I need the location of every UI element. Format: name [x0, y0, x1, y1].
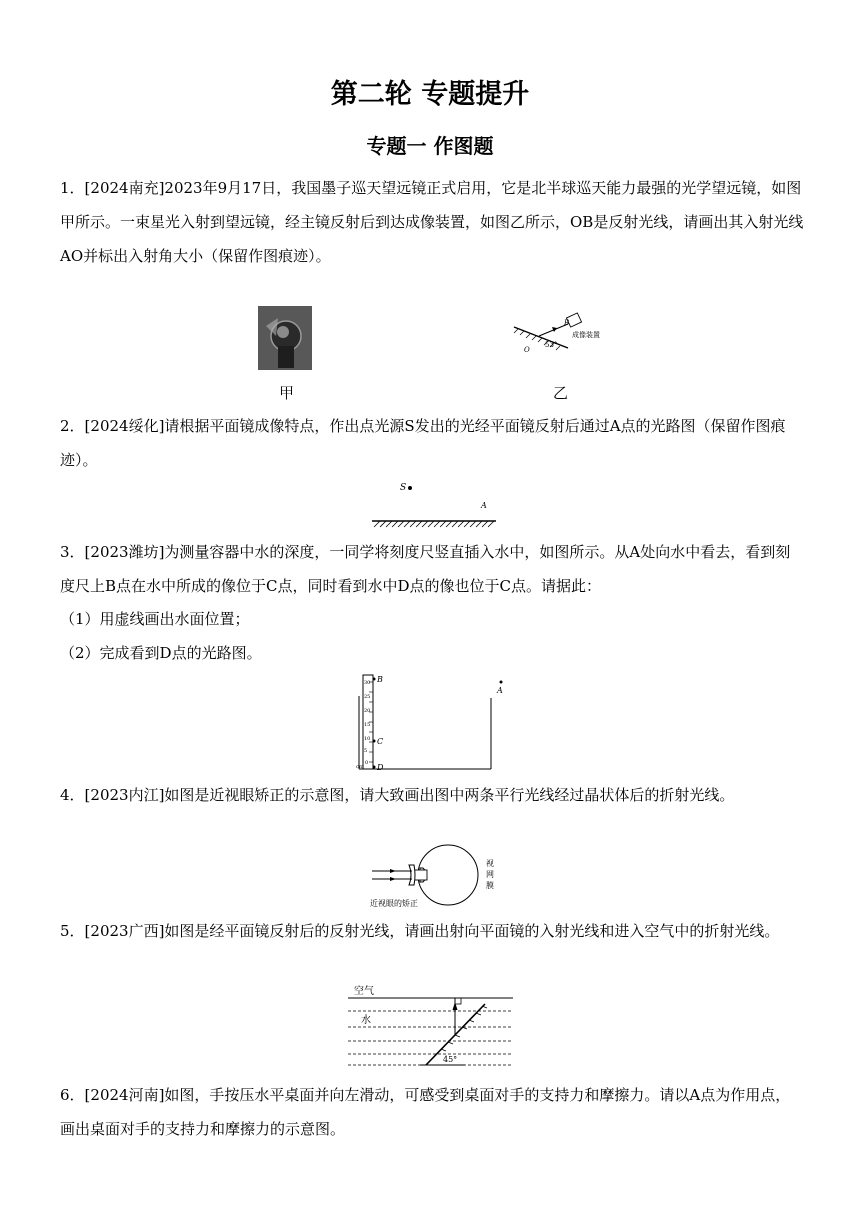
- point-b-label: B: [564, 319, 570, 327]
- question-2: 2．[2024绥化]请根据平面镜成像特点，作出点光源S发出的光经平面镜反射后通过A点的光路图（保留作图痕迹）。: [60, 417, 786, 469]
- water-mirror-diagram: [345, 982, 515, 1068]
- unit-cm: cm: [356, 764, 364, 770]
- point-b-label: B: [377, 675, 383, 684]
- tick-25: 25: [364, 694, 371, 700]
- retina-char-2: 网: [486, 870, 494, 879]
- telescope-photo: [258, 306, 312, 370]
- question-6: 6．[2024河南]如图，手按压水平桌面并向左滑动，可感受到桌面对手的支持力和摩擦力。请以A点为作用点，画出桌面对手的支持力和摩擦力的示意图。: [60, 1086, 791, 1138]
- tick-15: 15: [364, 722, 371, 728]
- figure-label-yi: 乙: [553, 384, 569, 402]
- question-1: 1．[2024南充]2023年9月17日，我国墨子巡天望远镜正式启用，它是北半球巡天能力最强的光学望远镜，如图甲所示。一束星光入射到望远镜，经主镜反射后到达成像装置，如图乙所示，OB是反射光线，请画出其入射光线AO并标出入射角大小（保留作图痕迹）。: [60, 179, 804, 265]
- retina-char-3: 膜: [486, 881, 494, 890]
- figure-label-jia: 甲: [279, 384, 295, 402]
- tick-10: 10: [364, 736, 371, 742]
- ruler-container-diagram: [355, 672, 505, 772]
- plane-mirror-diagram: [370, 478, 500, 528]
- point-d-label: D: [377, 763, 384, 772]
- angle-label: 45°: [443, 1055, 458, 1064]
- figure-caption: 近视眼的矫正: [370, 899, 418, 908]
- air-label: 空气: [354, 986, 374, 997]
- device-label: 成像装置: [572, 331, 600, 339]
- light-source-dot: [408, 486, 412, 490]
- question-3-item-1: （1）用虚线画出水面位置；: [60, 610, 250, 628]
- tick-20: 20: [364, 708, 371, 714]
- retina-char-1: 视: [486, 859, 494, 868]
- point-a-label: A: [481, 501, 487, 510]
- question-5: 5．[2023广西]如图是经平面镜反射后的反射光线，请画出射向平面镜的入射光线和进入空气中的折射光线。: [60, 922, 780, 940]
- tick-30: 30: [364, 680, 371, 686]
- page-title: 第二轮 专题提升: [330, 79, 530, 110]
- section-title: 专题一 作图题: [366, 134, 494, 158]
- question-3-item-2: （2）完成看到D点的光路图。: [60, 644, 262, 662]
- question-4: 4．[2023内江]如图是近视眼矫正的示意图，请大致画出图中两条平行光线经过晶状体后的折射光线。: [60, 786, 735, 804]
- myopia-correction-diagram: [368, 842, 498, 910]
- point-c-label: C: [377, 737, 384, 746]
- tick-5: 5: [364, 748, 368, 754]
- point-a-label: A: [497, 686, 503, 695]
- question-3: 3．[2023潍坊]为测量容器中水的深度，一同学将刻度尺竖直插入水中，如图所示。从A处向水中看去，看到刻度尺上B点在水中所成的像位于C点，同时看到水中D点的像也位于C点。请据此：: [60, 543, 791, 595]
- tick-0: 0: [365, 760, 369, 766]
- water-label: 水: [361, 1015, 371, 1026]
- point-s-label: S: [400, 483, 407, 493]
- reflection-diagram: [512, 310, 632, 360]
- angle-label: 53°: [545, 341, 558, 349]
- point-o-label: O: [524, 346, 530, 354]
